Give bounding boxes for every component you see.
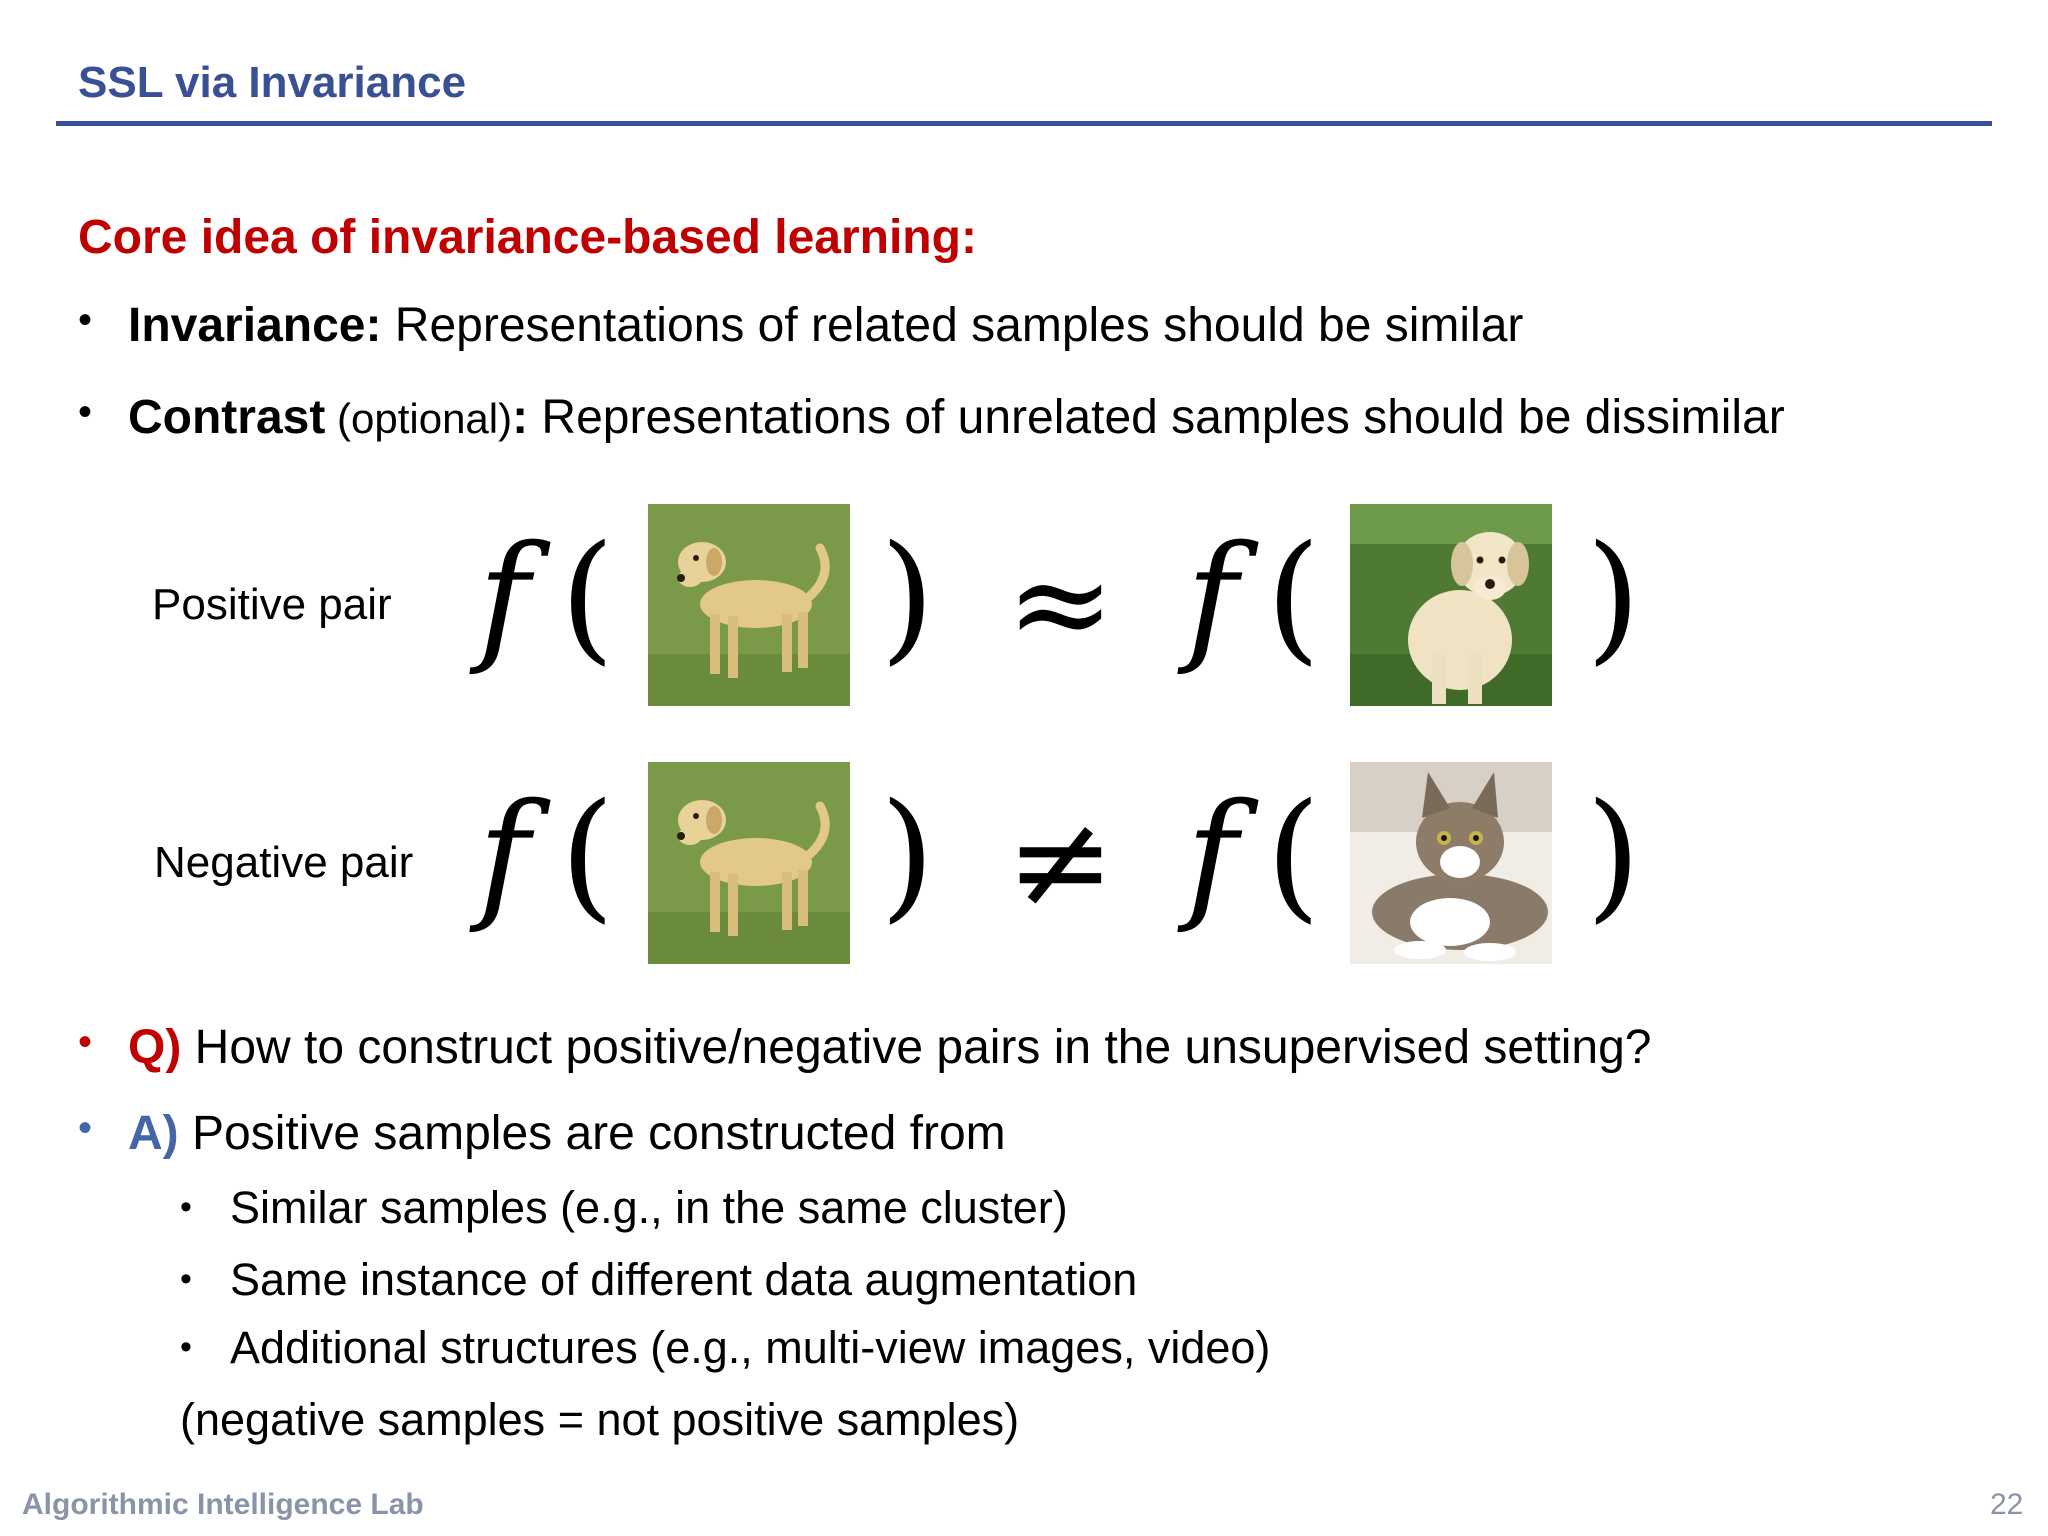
sub-item: Additional structures (e.g., multi-view images, video) bbox=[230, 1322, 1271, 1373]
invariance-bullet bbox=[128, 298, 1523, 353]
question-text: How to construct positive/negative pairs in the unsupervised setting? bbox=[181, 1021, 1652, 1074]
answer-line bbox=[128, 1106, 1006, 1161]
sub-item: Similar samples (e.g., in the same cluster) bbox=[230, 1182, 1068, 1233]
title-underline bbox=[56, 121, 1992, 126]
close-paren: ) bbox=[880, 516, 935, 679]
contrast-text: Representations of unrelated samples should be dissimilar bbox=[528, 391, 1785, 444]
sub-bullet-dot: • bbox=[180, 1328, 192, 1366]
dog-sitting-image bbox=[1350, 504, 1552, 706]
negative-pair-label: Negative pair bbox=[154, 838, 414, 887]
question-marker: Q) bbox=[128, 1021, 182, 1074]
function-f: f bbox=[1186, 516, 1238, 679]
open-paren: ( bbox=[1266, 774, 1321, 937]
invariance-term: Invariance: bbox=[128, 299, 382, 352]
function-f: f bbox=[478, 774, 530, 937]
negative-samples-note: (negative samples = not positive samples) bbox=[180, 1394, 1020, 1445]
contrast-bullet bbox=[128, 390, 1785, 445]
open-paren: ( bbox=[560, 774, 615, 937]
dog-standing-image bbox=[648, 504, 850, 706]
invariance-text: Representations of related samples should be similar bbox=[381, 299, 1524, 352]
approx-symbol: ≈ bbox=[1006, 527, 1115, 679]
contrast-colon: : bbox=[512, 391, 529, 444]
close-paren: ) bbox=[1586, 516, 1641, 679]
sub-bullet-dot: • bbox=[180, 1188, 192, 1226]
open-paren: ( bbox=[1266, 516, 1321, 679]
answer-marker: A) bbox=[128, 1107, 179, 1160]
footer-lab-name: Algorithmic Intelligence Lab bbox=[22, 1488, 424, 1521]
contrast-aside: (optional) bbox=[325, 395, 513, 442]
cat-image bbox=[1350, 762, 1552, 964]
function-f: f bbox=[478, 516, 530, 679]
core-idea-heading: Core idea of invariance-based learning: bbox=[78, 211, 977, 264]
positive-pair-label: Positive pair bbox=[152, 580, 392, 629]
not-equal-symbol: ≠ bbox=[1006, 785, 1115, 937]
bullet-dot: • bbox=[78, 298, 93, 342]
bullet-dot: • bbox=[78, 1106, 93, 1150]
close-paren: ) bbox=[880, 774, 935, 937]
slide-title: SSL via Invariance bbox=[78, 58, 467, 107]
bullet-dot: • bbox=[78, 390, 93, 434]
contrast-term: Contrast bbox=[128, 391, 326, 444]
function-f: f bbox=[1186, 774, 1238, 937]
dog-standing-image bbox=[648, 762, 850, 964]
sub-bullet-dot: • bbox=[180, 1260, 192, 1298]
close-paren: ) bbox=[1586, 774, 1641, 937]
answer-text: Positive samples are constructed from bbox=[178, 1107, 1006, 1160]
page-number: 22 bbox=[1990, 1488, 2024, 1521]
bullet-dot: • bbox=[78, 1020, 93, 1064]
question-line bbox=[128, 1020, 1651, 1075]
open-paren: ( bbox=[560, 516, 615, 679]
sub-item: Same instance of different data augmentation bbox=[230, 1254, 1138, 1305]
